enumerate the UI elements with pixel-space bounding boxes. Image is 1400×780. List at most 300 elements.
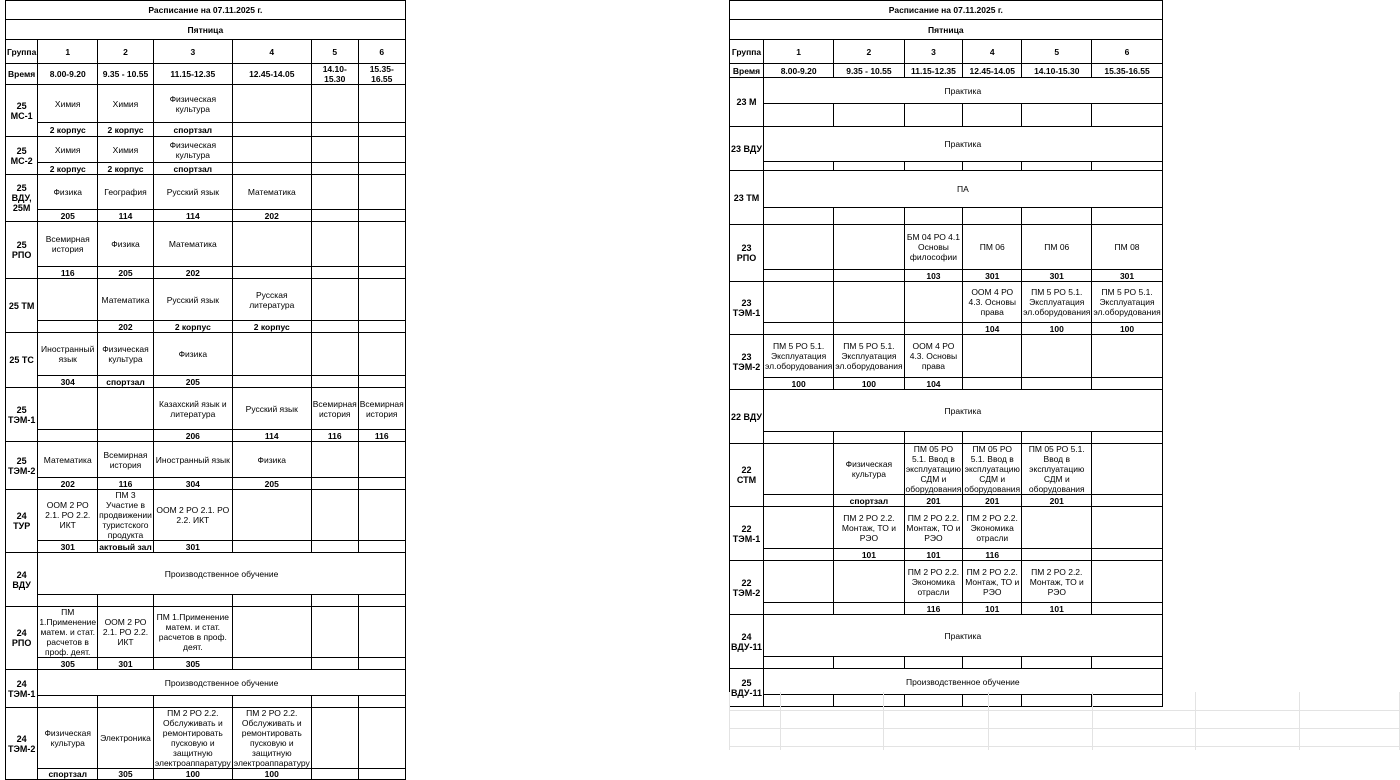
room-row (730, 104, 1163, 127)
empty-cell (1092, 695, 1162, 707)
group-name: 22 СТМ (730, 444, 764, 507)
empty-cell (1022, 104, 1092, 127)
room-row (730, 432, 1163, 444)
time-header: Время (730, 64, 764, 78)
subject-cell (1022, 335, 1092, 378)
empty-cell (764, 208, 834, 225)
subject-cell: Химия (38, 85, 98, 123)
empty-cell (1022, 162, 1092, 171)
pair-time: 12.45-14.05 (963, 64, 1022, 78)
room-cell (764, 603, 834, 615)
schedule-title: Расписание на 07.11.2025 г. (6, 1, 406, 20)
room-cell (311, 163, 358, 175)
group-name: 25 МС-1 (6, 85, 38, 137)
empty-cell (153, 696, 232, 708)
room-cell: 301 (1092, 270, 1162, 282)
room-cell: 100 (153, 769, 232, 780)
room-cell (764, 323, 834, 335)
pair-time: 8.00-9.20 (38, 64, 98, 85)
subject-cell: Электроника (98, 708, 154, 769)
room-cell: спортзал (38, 769, 98, 780)
subject-cell (764, 444, 834, 495)
group-header: Группа (6, 40, 38, 64)
group-row (6, 553, 406, 595)
room-cell: 2 корпус (38, 163, 98, 175)
group-row (730, 335, 1163, 378)
group-name: 23 ТЭМ-2 (730, 335, 764, 390)
pair-number: 1 (38, 40, 98, 64)
subject-cell (311, 490, 358, 541)
subject-cell: Химия (38, 137, 98, 163)
room-cell: 114 (232, 430, 311, 442)
empty-cell (764, 657, 834, 669)
subject-cell: Математика (232, 175, 311, 210)
room-cell: 304 (153, 478, 232, 490)
group-row (6, 388, 406, 430)
group-name: 25 ВДУ-11 (730, 669, 764, 707)
empty-cell (232, 595, 311, 607)
room-cell: 2 корпус (98, 123, 154, 137)
subject-cell: ПМ 2 РО 2.2. Монтаж, ТО и РЭО (904, 507, 963, 549)
group-name: 25 ТМ (6, 279, 38, 333)
subject-cell: Всемирная история (98, 442, 154, 478)
pair-time: 15.35-16.55 (1092, 64, 1162, 78)
subject-cell (764, 507, 834, 549)
empty-cell (358, 696, 405, 708)
subject-cell (311, 333, 358, 376)
room-cell (311, 478, 358, 490)
schedule-title: Расписание на 07.11.2025 г. (730, 1, 1163, 20)
room-cell (311, 321, 358, 333)
empty-cell (311, 696, 358, 708)
room-cell: 101 (904, 549, 963, 561)
empty-cell (834, 162, 904, 171)
group-name: 23 ВДУ (730, 127, 764, 171)
subject-cell (358, 279, 405, 321)
subject-cell: Физическая культура (834, 444, 904, 495)
subject-cell: Химия (98, 137, 154, 163)
room-row (6, 267, 406, 279)
subject-cell (232, 490, 311, 541)
subject-cell: ПМ 2 РО 2.2. Экономика отрасли (904, 561, 963, 603)
subject-cell (311, 607, 358, 658)
room-cell: актовый зал (99, 541, 152, 552)
group-name: 25 ВДУ, 25М (6, 175, 38, 222)
subject-cell (358, 490, 405, 541)
pair-time: 8.00-9.20 (764, 64, 834, 78)
empty-cell (764, 104, 834, 127)
room-row (6, 769, 406, 780)
group-name: 25 МС-2 (6, 137, 38, 175)
empty-cell (1092, 104, 1162, 127)
room-cell: 305 (38, 658, 98, 670)
time-header: Время (6, 64, 38, 85)
group-row (6, 175, 406, 210)
room-cell: спортзал (153, 163, 232, 175)
room-cell: 201 (1022, 495, 1092, 507)
room-cell (358, 478, 405, 490)
empty-cell (963, 162, 1022, 171)
pair-time: 11.15-12.35 (153, 64, 232, 85)
sheet-separator (703, 0, 729, 750)
room-row (730, 378, 1163, 390)
empty-cell (358, 595, 405, 607)
merged-activity: Производственное обучение (764, 669, 1163, 695)
subject-cell (311, 222, 358, 267)
room-cell (834, 603, 904, 615)
subject-cell: Казахский язык и литература (153, 388, 232, 430)
room-cell: 101 (963, 603, 1022, 615)
group-row (730, 171, 1163, 208)
room-cell: спортзал (834, 495, 904, 507)
room-row (6, 595, 406, 607)
empty-cell (98, 595, 154, 607)
subject-cell (232, 85, 311, 123)
room-row (730, 695, 1163, 707)
subject-cell (358, 137, 405, 163)
subject-cell: БМ 04 РО 4.1 Основы философии (904, 225, 963, 270)
group-name: 23 РПО (730, 225, 764, 282)
room-row (730, 323, 1163, 335)
room-cell: 301 (1022, 270, 1092, 282)
room-cell: 202 (232, 210, 311, 222)
subject-cell: Физика (38, 175, 98, 210)
room-row (6, 478, 406, 490)
empty-cell (1022, 657, 1092, 669)
room-cell: 116 (358, 430, 405, 442)
group-row (6, 85, 406, 123)
room-cell: 305 (98, 769, 154, 780)
room-cell: 100 (834, 378, 904, 390)
room-cell: 103 (904, 270, 963, 282)
subject-cell: Физическая культура (38, 708, 98, 769)
merged-activity: Производственное обучение (38, 670, 405, 696)
room-row (730, 495, 1163, 507)
empty-cell (1022, 208, 1092, 225)
room-cell: 205 (98, 267, 154, 279)
room-cell: 202 (153, 267, 232, 279)
room-cell (232, 267, 311, 279)
room-cell: 104 (904, 378, 963, 390)
room-cell: 100 (232, 769, 311, 780)
room-cell (1022, 378, 1092, 390)
subject-cell: ООМ 4 РО 4.3. Основы права (963, 282, 1022, 323)
empty-cell (963, 432, 1022, 444)
empty-cell (38, 696, 98, 708)
group-name: 23 ТМ (730, 171, 764, 225)
room-cell: 2 корпус (232, 321, 311, 333)
empty-cell (1022, 432, 1092, 444)
empty-cell (904, 695, 963, 707)
pair-time: 14.10-15.30 (311, 64, 358, 85)
room-cell: 301 (963, 270, 1022, 282)
empty-cell (963, 657, 1022, 669)
room-cell (38, 321, 98, 333)
merged-activity: Практика (764, 615, 1163, 657)
room-cell (834, 323, 904, 335)
subject-cell: ПМ 2 РО 2.2. Обслуживать и ремонтировать пусковую и защитную электроаппаратуру (154, 708, 231, 768)
room-row (730, 162, 1163, 171)
subject-cell: ООМ 2 РО 2.1. РО 2.2. ИКТ (98, 607, 154, 658)
subject-cell (358, 175, 405, 210)
pair-number: 5 (311, 40, 358, 64)
subject-cell (311, 279, 358, 321)
subject-cell: ПМ 05 РО 5.1. Ввод в эксплуатацию СДМ и оборудования (964, 444, 1021, 494)
subject-cell: Физика (232, 442, 311, 478)
subject-cell (1092, 561, 1162, 603)
subject-cell (38, 279, 98, 321)
empty-cell (834, 104, 904, 127)
room-cell: 304 (38, 376, 98, 388)
subject-cell: География (98, 175, 154, 210)
subject-cell (834, 282, 904, 323)
merged-activity: Практика (764, 78, 1163, 104)
room-cell (1092, 549, 1162, 561)
empty-cell (1092, 208, 1162, 225)
empty-cell (834, 208, 904, 225)
room-row (6, 430, 406, 442)
room-cell: 2 корпус (98, 163, 154, 175)
subject-cell: ПМ 08 (1092, 225, 1162, 270)
pair-number: 2 (834, 40, 904, 64)
room-cell: 205 (232, 478, 311, 490)
group-name: 22 ВДУ (730, 390, 764, 444)
room-row (6, 210, 406, 222)
subject-cell (764, 225, 834, 270)
group-row (6, 708, 406, 769)
group-name: 25 ТЭМ-2 (6, 442, 38, 490)
pair-number: 5 (1022, 40, 1092, 64)
merged-activity: Производственное обучение (38, 553, 405, 595)
room-cell: 205 (38, 210, 98, 222)
subject-cell: Всемирная история (358, 388, 405, 430)
room-cell (764, 270, 834, 282)
subject-cell (311, 708, 358, 769)
group-name: 24 ВДУ-11 (730, 615, 764, 669)
room-cell: 202 (98, 321, 154, 333)
group-row (730, 78, 1163, 104)
room-cell (358, 163, 405, 175)
empty-cell (153, 595, 232, 607)
room-cell: 301 (98, 658, 154, 670)
subject-cell: ПМ 5 РО 5.1. Эксплуатация эл.оборудования (834, 335, 904, 378)
group-row (730, 507, 1163, 549)
subject-cell: ПМ 06 (963, 225, 1022, 270)
pair-time: 15.35-16.55 (358, 64, 405, 85)
subject-cell: Химия (98, 85, 154, 123)
subject-cell (358, 85, 405, 123)
subject-cell: ООМ 2 РО 2.1. РО 2.2. ИКТ (38, 490, 98, 541)
empty-cell (904, 162, 963, 171)
empty-cell (834, 695, 904, 707)
group-row (6, 137, 406, 163)
room-cell: 100 (1022, 323, 1092, 335)
pair-number: 2 (98, 40, 154, 64)
room-row (6, 321, 406, 333)
empty-cell (311, 595, 358, 607)
group-row (6, 670, 406, 696)
empty-cell (904, 657, 963, 669)
subject-cell: Всемирная история (311, 388, 358, 430)
subject-cell (1092, 444, 1162, 495)
subject-cell (904, 282, 963, 323)
pair-number-row (6, 40, 406, 64)
room-cell (232, 541, 311, 553)
group-name: 24 ТУР (6, 490, 38, 553)
subject-cell: Математика (38, 442, 98, 478)
room-cell (38, 430, 98, 442)
subject-cell: ПМ 5 РО 5.1. Эксплуатация эл.оборудования (764, 335, 834, 378)
room-cell (311, 123, 358, 137)
empty-cell (834, 432, 904, 444)
room-cell (764, 549, 834, 561)
room-cell (232, 163, 311, 175)
subject-cell: ПМ 3 Участие в продвижении туристского продукта (99, 490, 152, 540)
empty-cell (963, 695, 1022, 707)
group-name: 25 ТС (6, 333, 38, 388)
empty-cell (98, 696, 154, 708)
subject-cell: ПМ 2 РО 2.2. Монтаж, ТО и РЭО (834, 507, 904, 549)
subject-cell: Русский язык (153, 175, 232, 210)
empty-cell (1092, 432, 1162, 444)
group-row (730, 444, 1163, 495)
room-cell (358, 658, 405, 670)
subject-cell (311, 137, 358, 163)
room-row (6, 696, 406, 708)
subject-cell: ПМ 05 РО 5.1. Ввод в эксплуатацию СДМ и оборудования (905, 444, 962, 494)
subject-cell (358, 333, 405, 376)
group-row (730, 669, 1163, 695)
room-cell (764, 495, 834, 507)
subject-cell: Иностранный язык (38, 333, 98, 376)
group-row (730, 282, 1163, 323)
subject-cell: Русский язык (232, 388, 311, 430)
room-cell: 104 (963, 323, 1022, 335)
room-cell: 201 (963, 495, 1022, 507)
subject-cell (764, 282, 834, 323)
empty-cell (904, 432, 963, 444)
room-cell: 116 (904, 603, 963, 615)
pair-number: 4 (232, 40, 311, 64)
room-cell (1092, 495, 1162, 507)
pair-number: 4 (963, 40, 1022, 64)
subject-cell (834, 225, 904, 270)
subject-cell: ПМ 5 РО 5.1. Эксплуатация эл.оборудования (1022, 282, 1092, 323)
subject-cell: ПМ 2 РО 2.2. Монтаж, ТО и РЭО (1022, 561, 1092, 603)
pair-number: 6 (358, 40, 405, 64)
group-row (6, 442, 406, 478)
group-name: 24 ВДУ (6, 553, 38, 607)
day-of-week: Пятница (6, 20, 406, 40)
pair-time: 9.35 - 10.55 (834, 64, 904, 78)
room-cell (311, 769, 358, 780)
group-name: 22 ТЭМ-1 (730, 507, 764, 561)
room-cell (358, 267, 405, 279)
room-cell: спортзал (153, 123, 232, 137)
group-name: 25 РПО (6, 222, 38, 279)
room-cell (358, 769, 405, 780)
room-cell: 116 (38, 267, 98, 279)
room-row (6, 541, 406, 553)
subject-cell (232, 333, 311, 376)
room-cell: 101 (1022, 603, 1092, 615)
room-cell (1022, 549, 1092, 561)
subject-cell (963, 335, 1022, 378)
subject-cell: ПМ 1.Применение матем. и стат. расчетов в проф. деят. (153, 607, 232, 658)
pair-number: 3 (153, 40, 232, 64)
empty-cell (1092, 162, 1162, 171)
subject-cell: Физика (98, 222, 154, 267)
group-row (6, 607, 406, 658)
pair-time: 11.15-12.35 (904, 64, 963, 78)
room-cell: 301 (153, 541, 232, 553)
time-row (730, 64, 1163, 78)
empty-cell (38, 595, 98, 607)
empty-cell (1022, 695, 1092, 707)
subject-cell: ПМ 1.Применение матем. и стат. расчетов в проф. деят. (39, 607, 97, 657)
group-row (730, 561, 1163, 603)
subject-cell (232, 607, 311, 658)
room-cell: 305 (153, 658, 232, 670)
day-of-week: Пятница (730, 20, 1163, 40)
group-row (6, 279, 406, 321)
subject-cell: ООМ 4 РО 4.3. Основы права (904, 335, 963, 378)
subject-cell: Физическая культура (153, 137, 232, 163)
room-cell (358, 123, 405, 137)
subject-cell (358, 442, 405, 478)
room-cell (232, 376, 311, 388)
pair-number: 6 (1092, 40, 1162, 64)
group-name: 23 М (730, 78, 764, 127)
room-cell (98, 430, 154, 442)
subject-cell: ПМ 5 РО 5.1. Эксплуатация эл.оборудования (1092, 282, 1162, 323)
subject-cell (1092, 335, 1162, 378)
subject-cell: Математика (98, 279, 154, 321)
empty-cell (963, 208, 1022, 225)
room-cell (311, 658, 358, 670)
room-row (730, 657, 1163, 669)
subject-cell (311, 442, 358, 478)
room-row (730, 603, 1163, 615)
room-cell: 202 (38, 478, 98, 490)
room-cell: 116 (311, 430, 358, 442)
group-name: 24 ТЭМ-1 (6, 670, 38, 708)
subject-cell: Русская литература (232, 279, 311, 321)
room-cell (834, 270, 904, 282)
room-row (6, 123, 406, 137)
empty-cell (1092, 657, 1162, 669)
pair-time: 14.10-15.30 (1022, 64, 1092, 78)
room-cell (963, 378, 1022, 390)
subject-cell (1022, 507, 1092, 549)
room-cell: 2 корпус (38, 123, 98, 137)
subject-cell: ПМ 2 РО 2.2. Экономика отрасли (963, 507, 1022, 549)
schedule-table-left (5, 0, 406, 780)
subject-cell: Русский язык (153, 279, 232, 321)
subject-cell (764, 561, 834, 603)
subject-cell: Физическая культура (153, 85, 232, 123)
room-cell: 116 (98, 478, 154, 490)
room-row (6, 658, 406, 670)
pair-number: 1 (764, 40, 834, 64)
pair-number: 3 (904, 40, 963, 64)
subject-cell (358, 607, 405, 658)
room-cell: 205 (153, 376, 232, 388)
empty-cell (764, 162, 834, 171)
room-row (6, 163, 406, 175)
subject-cell: Иностранный язык (153, 442, 232, 478)
room-cell (358, 210, 405, 222)
